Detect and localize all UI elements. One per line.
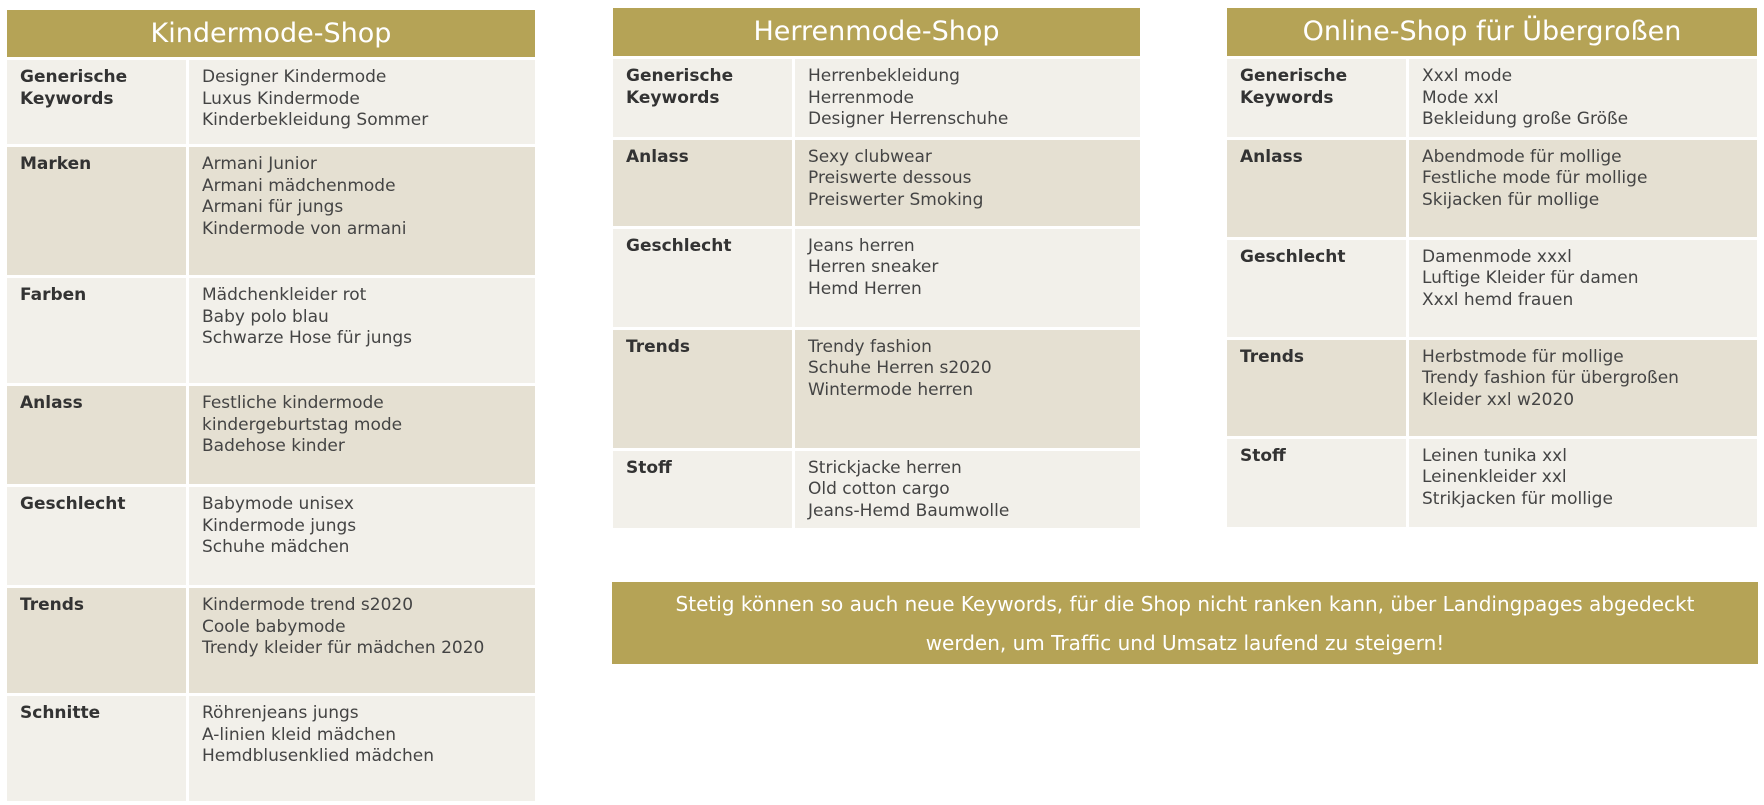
keyword-cell <box>1408 58 1758 139</box>
keyword: Kleider xxl w2020 <box>1422 389 1575 410</box>
keyword: Herrenmode <box>808 87 914 108</box>
keyword: A-linien kleid mädchen <box>202 724 397 745</box>
keyword: Badehose kinder <box>202 436 345 456</box>
keyword: Skijacken für mollige <box>1422 189 1600 210</box>
keyword: Babymode unisex <box>202 494 354 514</box>
category-label: Geschlecht <box>1227 238 1408 338</box>
keyword: Strikjacken für mollige <box>1422 488 1613 509</box>
keyword-cell <box>188 59 536 146</box>
keyword: Leinenkleider xxl <box>1422 467 1567 487</box>
keyword: Xxxl hemd frauen <box>1422 289 1574 310</box>
shop-title: Herrenmode-Shop <box>613 8 1140 56</box>
keyword: Strickjacke herren <box>808 457 962 478</box>
keyword: Abendmode für mollige <box>1422 146 1622 167</box>
keyword-cell <box>188 146 536 277</box>
keyword-table <box>1227 56 1757 527</box>
category-label: Geschlecht <box>613 227 794 328</box>
keyword: Designer Kindermode <box>202 67 387 87</box>
keyword: Kindermode trend s2020 <box>202 595 414 615</box>
keyword: Kinderbekleidung Sommer <box>202 110 429 130</box>
keyword-cell <box>1408 338 1758 437</box>
keyword-table <box>613 56 1140 528</box>
keyword-cell <box>794 227 1141 328</box>
keyword: Xxxl mode <box>1422 66 1513 86</box>
keyword: Preiswerte dessous <box>808 168 972 188</box>
keyword: Mädchenkleider rot <box>202 285 367 305</box>
keyword-cell <box>794 138 1141 227</box>
keyword: Kindermode jungs <box>202 515 357 536</box>
keyword: Designer Herrenschuhe <box>808 109 1009 129</box>
keyword: Mode xxl <box>1422 87 1499 108</box>
keyword: Schuhe Herren s2020 <box>808 358 992 378</box>
keyword: Hemd Herren <box>808 278 922 299</box>
category-label: Stoff <box>613 449 794 528</box>
keyword-cell <box>794 328 1141 449</box>
keyword: Kindermode von armani <box>202 218 407 239</box>
category-label: Stoff <box>1227 437 1408 527</box>
keyword-cell <box>188 486 536 587</box>
category-label: Generische Keywords <box>1227 58 1408 139</box>
keyword: Trendy fashion für übergroßen <box>1422 368 1679 388</box>
category-label: Generische Keywords <box>7 59 188 146</box>
shop-kindermode <box>7 10 535 801</box>
category-label: Schnitte <box>7 695 188 801</box>
shop-uebergroessen <box>1227 8 1757 527</box>
shop-title: Online-Shop für Übergroßen <box>1227 8 1757 56</box>
keyword: Armani für jungs <box>202 197 344 217</box>
keyword-cell <box>1408 238 1758 338</box>
keyword: kindergeburtstag mode <box>202 414 403 435</box>
category-label: Farben <box>7 277 188 385</box>
keyword: Bekleidung große Größe <box>1422 109 1629 129</box>
shop-herrenmode <box>613 8 1140 528</box>
keyword: Trendy fashion <box>808 336 932 357</box>
keyword: Coole babymode <box>202 616 346 637</box>
category-label: Generische Keywords <box>613 58 794 139</box>
keyword: Preiswerter Smoking <box>808 189 984 210</box>
keyword: Jeans-Hemd Baumwolle <box>808 500 1010 521</box>
keyword: Jeans herren <box>808 235 915 256</box>
summary-banner: Stetig können so auch neue Keywords, für die Shop nicht ranken kann, über Landingpages abgedeckt werden, um Traffic und Umsatz laufend zu steigern! <box>612 582 1758 664</box>
category-label: Anlass <box>1227 138 1408 238</box>
category-label: Anlass <box>7 385 188 486</box>
keyword-cell <box>188 695 536 801</box>
keyword: Festliche kindermode <box>202 393 384 413</box>
keyword-cell <box>1408 138 1758 238</box>
keyword-cell <box>188 385 536 486</box>
keyword-cell <box>794 449 1141 528</box>
keyword: Armani Junior <box>202 154 317 174</box>
keyword: Damenmode xxxl <box>1422 246 1572 267</box>
keyword: Wintermode herren <box>808 379 974 400</box>
keyword: Röhrenjeans jungs <box>202 703 359 723</box>
keyword: Schwarze Hose für jungs <box>202 328 412 348</box>
keyword-cell <box>188 277 536 385</box>
category-label: Trends <box>1227 338 1408 437</box>
keyword: Festliche mode für mollige <box>1422 168 1648 188</box>
keyword: Schuhe mädchen <box>202 537 350 557</box>
keyword-table <box>7 57 535 801</box>
keyword: Old cotton cargo <box>808 479 950 499</box>
keyword: Armani mädchenmode <box>202 175 396 196</box>
keyword: Leinen tunika xxl <box>1422 445 1567 466</box>
category-label: Trends <box>7 587 188 695</box>
keyword-cell <box>188 587 536 695</box>
keyword-cell <box>794 58 1141 139</box>
keyword: Trendy kleider für mädchen 2020 <box>202 638 485 658</box>
keyword: Luftige Kleider für damen <box>1422 268 1639 288</box>
keyword: Hemdblusenklied mädchen <box>202 746 435 766</box>
keyword: Sexy clubwear <box>808 146 932 167</box>
category-label: Trends <box>613 328 794 449</box>
keyword: Luxus Kindermode <box>202 88 360 109</box>
keyword: Herbstmode für mollige <box>1422 346 1624 367</box>
category-label: Anlass <box>613 138 794 227</box>
category-label: Geschlecht <box>7 486 188 587</box>
keyword-cell <box>1408 437 1758 527</box>
keyword: Herrenbekleidung <box>808 66 960 86</box>
keyword: Baby polo blau <box>202 306 329 327</box>
shop-title: Kindermode-Shop <box>7 10 535 57</box>
keyword: Herren sneaker <box>808 257 939 277</box>
category-label: Marken <box>7 146 188 277</box>
